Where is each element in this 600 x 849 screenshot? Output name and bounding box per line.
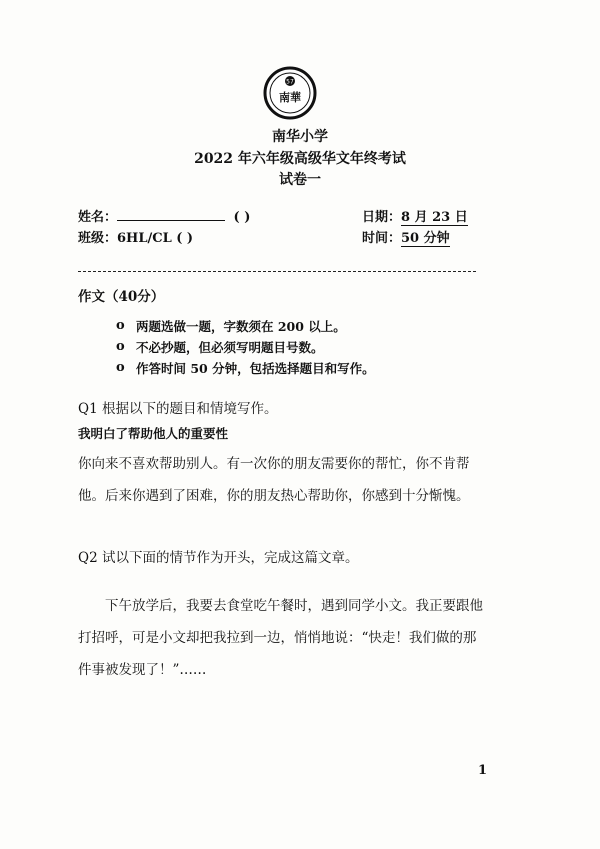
instruction-item: o 作答时间 50 分钟，包括选择题目和写作。 bbox=[116, 358, 516, 379]
name-label: 姓名： bbox=[78, 210, 118, 225]
paper-title: 试卷一 bbox=[279, 172, 321, 188]
name-blank[interactable] bbox=[117, 207, 225, 221]
q2-passage bbox=[78, 590, 518, 686]
q1-line: 你向来不喜欢帮助别人。有一次你的朋友需要你的帮忙，你不肯帮 bbox=[78, 456, 470, 472]
q2-line: 件事被发现了！”…… bbox=[78, 662, 207, 678]
name-index-paren: ( ) bbox=[233, 210, 251, 225]
time-row bbox=[362, 227, 450, 247]
date-value: 8 月 23 日 bbox=[401, 206, 468, 226]
instructions bbox=[116, 316, 516, 379]
q1-line: 他。后来你遇到了困难，你的朋友热心帮助你，你感到十分惭愧。 bbox=[78, 488, 470, 504]
seal-text: 南華 bbox=[279, 91, 301, 104]
school-name: 南华小学 bbox=[272, 129, 328, 145]
time-value: 50 分钟 bbox=[401, 227, 450, 247]
instruction-item: o 不必抄题，但必须写明题目号数。 bbox=[116, 337, 516, 358]
class-value: 6HL/CL ( ) bbox=[117, 231, 194, 246]
q2-line: 下午放学后，我要去食堂吃午餐时，遇到同学小文。我正要跟他 bbox=[105, 598, 483, 614]
time-label: 时间： bbox=[362, 231, 402, 246]
class-label: 班级： bbox=[78, 231, 118, 246]
instruction-item: o 两题选做一题，字数须在 200 以上。 bbox=[116, 316, 516, 337]
class-row bbox=[78, 227, 193, 246]
name-row bbox=[78, 206, 250, 225]
q2-line: 打招呼，可是小文却把我拉到一边，悄悄地说：“快走！我们做的那 bbox=[78, 630, 477, 646]
page-number: 1 bbox=[478, 763, 488, 778]
q1-scenario bbox=[78, 448, 518, 512]
exam-title: 2022 年六年级高级华文年终考试 bbox=[194, 151, 406, 167]
date-label: 日期： bbox=[362, 210, 402, 225]
date-row bbox=[362, 206, 468, 226]
q2-prompt: Q2 试以下面的情节作为开头，完成这篇文章。 bbox=[78, 550, 359, 566]
section-title: 作文（40分） bbox=[78, 289, 165, 305]
divider bbox=[78, 271, 476, 272]
seal-number: 57 bbox=[286, 78, 294, 86]
q1-topic: 我明白了帮助他人的重要性 bbox=[78, 426, 229, 441]
q1-prompt: Q1 根据以下的题目和情境写作。 bbox=[78, 401, 278, 417]
school-seal-icon bbox=[263, 66, 317, 120]
